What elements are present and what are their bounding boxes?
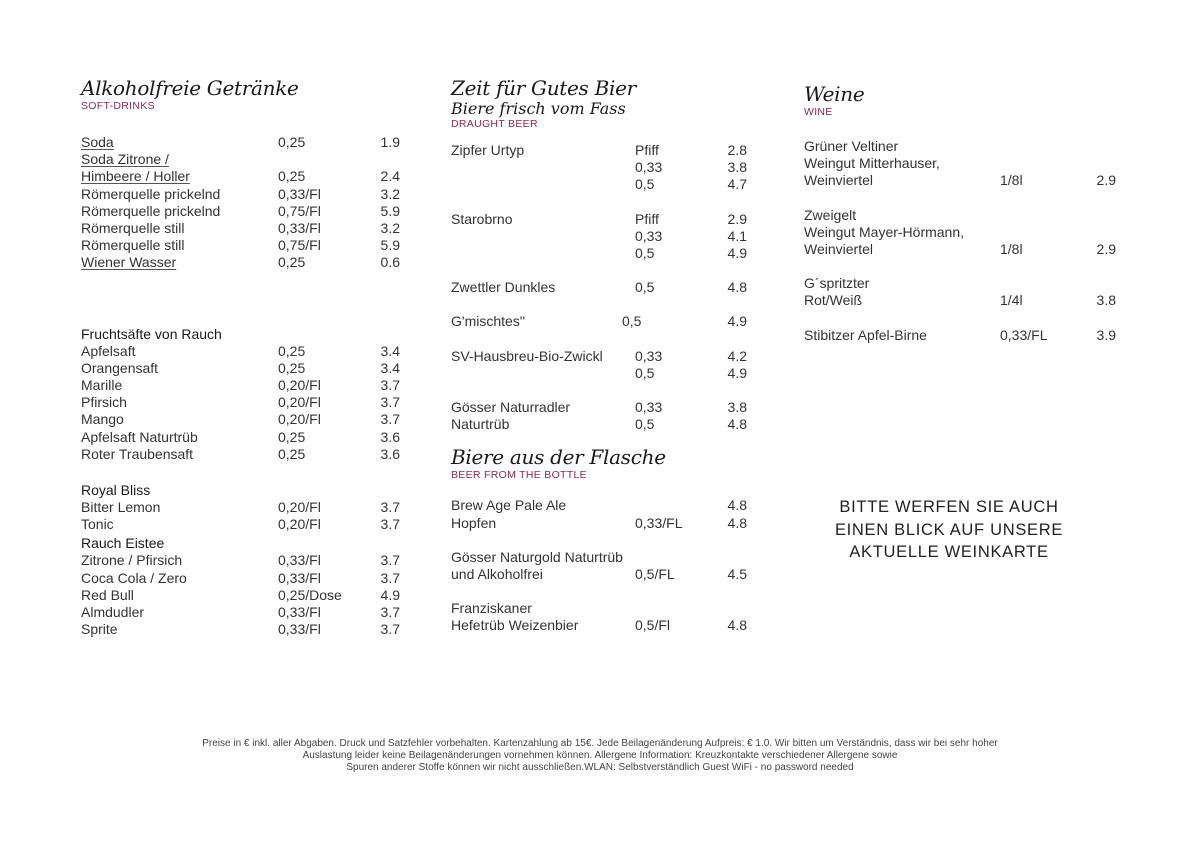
item-size: 0,25	[278, 428, 306, 445]
menu-row	[451, 279, 756, 296]
item-name: Soda Zitrone /	[81, 151, 169, 168]
item-name: Naturtrüb	[451, 416, 510, 433]
item-price: 4.9	[727, 313, 747, 330]
item-size: 0,20/Fl	[278, 516, 321, 533]
item-size	[1000, 207, 1080, 224]
item-size: 0,33/Fl	[278, 569, 321, 586]
item-size	[278, 151, 370, 168]
item-price: 2.4	[380, 168, 400, 185]
menu-row	[81, 168, 401, 185]
wine-subtitle: WINE	[804, 106, 833, 118]
footer-line: Spuren anderer Stoffe können wir nicht ausschließen.WLAN: Selbstverständlich Guest WiFi - no password needed	[346, 762, 854, 773]
menu-row	[451, 228, 756, 245]
wine-column	[804, 82, 1124, 344]
item-price	[709, 600, 747, 617]
item-name	[451, 159, 635, 176]
item-name: Weinviertel	[804, 241, 873, 258]
item-price	[1080, 138, 1116, 155]
item-size: 1/8l	[1000, 241, 1023, 258]
item-price	[1080, 224, 1116, 241]
beer-title: Zeit für Gutes Bier	[451, 76, 636, 100]
item-price: 3.7	[380, 621, 400, 638]
menu-row	[451, 549, 756, 566]
item-name: SV-Hausbreu-Bio-Zwickl	[451, 347, 603, 364]
item-price: 4.9	[727, 245, 747, 262]
item-price: 3.4	[380, 359, 400, 376]
notice-line: EINEN BLICK AUF UNSERE	[834, 520, 1064, 539]
menu-row	[804, 275, 1124, 292]
item-size: 0,5/FL	[635, 566, 675, 583]
item-name: G´spritzter	[804, 275, 870, 292]
draught-title: Biere frisch vom Fass	[451, 99, 626, 118]
item-price: 3.2	[380, 185, 400, 202]
item-name: Almdudler	[81, 604, 145, 621]
item-name	[451, 228, 635, 245]
item-size: 0,5	[635, 279, 655, 296]
item-price: 1.9	[380, 134, 400, 150]
item-price: 4.8	[727, 416, 747, 433]
item-name: Coca Cola / Zero	[81, 569, 187, 586]
item-name: Grüner Veltiner	[804, 138, 899, 154]
item-size: 0,33	[635, 159, 663, 176]
item-size: 0,25	[278, 254, 306, 271]
item-size: 0,33/Fl	[278, 604, 321, 621]
item-price: 2.9	[1096, 241, 1116, 258]
item-size: 0,5/Fl	[635, 617, 671, 634]
item-size: 0,75/Fl	[278, 202, 321, 219]
item-price: 0.6	[380, 254, 400, 271]
item-name: Starobrno	[451, 210, 513, 227]
item-price	[1080, 155, 1116, 172]
beer-column	[451, 76, 756, 635]
item-size: 0,33	[635, 227, 663, 244]
item-size: 0,33/Fl	[278, 220, 321, 237]
item-price: 3.4	[380, 342, 400, 359]
item-size	[635, 600, 709, 617]
item-name: Orangensaft	[81, 359, 159, 376]
item-price: 4.7	[727, 176, 747, 193]
item-price: 4.5	[727, 566, 747, 583]
softdrinks-title: Alkoholfreie Getränke	[81, 76, 299, 100]
menu-row	[81, 394, 401, 411]
notice-line: AKTUELLE WEINKARTE	[849, 543, 1049, 561]
item-size: 0,33/FL	[1000, 326, 1048, 343]
menu-row	[451, 566, 756, 583]
menu-row	[81, 360, 401, 377]
item-price: 4.8	[727, 497, 747, 514]
item-price: 5.9	[380, 202, 400, 219]
menu-row	[451, 617, 756, 634]
menu-row	[81, 516, 401, 533]
item-price: 4.9	[727, 364, 747, 381]
bottle-beer-title: Biere aus der Flasche	[451, 445, 666, 470]
item-price: 3.7	[380, 569, 400, 586]
item-name: G'mischtes''	[451, 313, 526, 330]
item-price: 3.9	[1096, 326, 1116, 343]
item-size: 0,25	[278, 168, 306, 185]
item-name: Zipfer Urtyp	[451, 142, 525, 158]
item-size: 0,33	[635, 347, 663, 364]
item-size: 0,33/Fl	[278, 552, 321, 569]
menu-row	[81, 203, 401, 220]
item-name: Weinviertel	[804, 172, 873, 189]
menu-row	[81, 186, 401, 203]
menu-row	[81, 220, 401, 237]
item-name: Roter Traubensaft	[81, 445, 194, 462]
menu-row	[804, 224, 1124, 241]
item-price: 3.7	[380, 377, 400, 394]
item-size: 0,25	[278, 359, 306, 376]
item-size: 0,33/Fl	[278, 185, 321, 202]
footer-line: Auslastung leider keine Beilagenänderungen vornehmen können. Allergene Information: Kreuzkontakte verschiedener Allergene sowie	[302, 750, 898, 761]
menu-row	[451, 416, 756, 433]
item-name: Hopfen	[451, 514, 497, 531]
juices-title: Fruchtsäfte von Rauch	[81, 325, 222, 342]
menu-row	[81, 134, 401, 151]
item-price: 2.9	[1096, 172, 1116, 189]
item-size	[635, 497, 709, 514]
item-price	[1080, 275, 1116, 292]
item-name: Rot/Weiß	[804, 292, 863, 309]
item-name: Mango	[81, 411, 124, 428]
item-name: Bitter Lemon	[81, 499, 161, 516]
item-price: 2.8	[727, 142, 747, 158]
menu-row	[451, 142, 756, 159]
item-size: 1/4l	[1000, 292, 1023, 309]
item-name: Himbeere / Holler	[81, 168, 190, 185]
item-price: 3.6	[380, 428, 400, 445]
item-size: Pfiff	[635, 210, 659, 227]
rauch-eistee-title: Rauch Eistee	[81, 535, 165, 552]
item-size	[635, 549, 709, 566]
item-name: Römerquelle prickelnd	[81, 202, 221, 219]
menu-row	[81, 343, 401, 360]
item-price: 3.6	[380, 445, 400, 462]
item-name	[451, 176, 635, 193]
item-size: 0,75/Fl	[278, 237, 321, 254]
menu-row	[451, 399, 756, 416]
menu-row	[804, 155, 1124, 172]
item-name: Brew Age Pale Ale	[451, 497, 567, 514]
item-name: Hefetrüb Weizenbier	[451, 617, 579, 634]
menu-row	[804, 172, 1124, 189]
item-size: Pfiff	[635, 142, 659, 158]
footer-disclaimer	[100, 738, 1100, 774]
wine-title: Weine	[804, 82, 865, 106]
item-price: 3.8	[727, 399, 747, 416]
royal-bliss-title: Royal Bliss	[81, 482, 151, 499]
item-size: 0,20/Fl	[278, 394, 321, 411]
item-size: 0,25	[278, 134, 306, 150]
menu-row	[451, 313, 756, 330]
item-price: 3.7	[380, 394, 400, 411]
item-name: Wiener Wasser	[81, 254, 177, 271]
item-name: Sprite	[81, 621, 118, 638]
item-size: 0,20/Fl	[278, 499, 321, 516]
item-size: 0,5	[635, 364, 655, 381]
item-name: und Alkoholfrei	[451, 566, 543, 583]
menu-row	[804, 138, 1124, 155]
item-name: Tonic	[81, 516, 114, 533]
item-name: Apfelsaft Naturtrüb	[81, 428, 198, 445]
item-price: 3.7	[380, 411, 400, 428]
menu-row	[451, 348, 756, 365]
item-size	[1000, 224, 1080, 241]
item-size: 0,5	[635, 416, 655, 433]
item-price: 2.9	[727, 210, 747, 227]
item-price: 3.2	[380, 220, 400, 237]
item-size	[1000, 138, 1080, 155]
notice-line: BITTE WERFEN SIE AUCH	[839, 498, 1059, 516]
item-name: Römerquelle still	[81, 220, 185, 237]
item-price: 3.7	[380, 516, 400, 533]
item-price	[370, 151, 400, 168]
item-name: Zweigelt	[804, 206, 857, 223]
item-name: Römerquelle still	[81, 237, 185, 254]
item-price	[709, 549, 747, 566]
item-name: Marille	[81, 377, 123, 394]
menu-row	[804, 292, 1124, 309]
menu-row	[451, 211, 756, 228]
item-name: Gösser Naturgold Naturtrüb	[451, 548, 623, 565]
menu-row	[804, 327, 1124, 344]
menu-row	[451, 600, 756, 617]
menu-row	[81, 411, 401, 428]
menu-row	[81, 151, 401, 168]
item-price: 5.9	[380, 237, 400, 254]
item-price: 4.9	[380, 586, 400, 603]
item-price: 4.8	[727, 617, 747, 634]
menu-row	[81, 377, 401, 394]
menu-row	[451, 515, 756, 532]
item-name: Pfirsich	[81, 394, 127, 411]
item-size: 1/8l	[1000, 172, 1023, 189]
item-name: Gösser Naturradler	[451, 399, 571, 416]
menu-row	[81, 254, 401, 271]
menu-row	[81, 446, 401, 463]
item-price: 4.2	[727, 347, 747, 364]
menu-row	[81, 552, 401, 569]
menu-row	[81, 570, 401, 587]
menu-row	[81, 237, 401, 254]
item-price: 3.7	[380, 552, 400, 569]
menu-row	[804, 207, 1124, 224]
menu-row	[451, 245, 756, 262]
item-size: 0,25	[278, 342, 306, 359]
menu-row	[81, 499, 401, 516]
menu-row	[451, 176, 756, 193]
wine-list-notice	[804, 496, 1094, 564]
item-name: Apfelsaft	[81, 342, 136, 359]
item-size: 0,33/FL	[635, 514, 683, 531]
item-price: 3.7	[380, 604, 400, 621]
item-price: 3.8	[727, 159, 747, 176]
item-name	[451, 245, 635, 262]
softdrinks-subtitle: SOFT-DRINKS	[81, 100, 155, 112]
item-name: Zitrone / Pfirsich	[81, 552, 183, 569]
menu-row	[451, 365, 756, 382]
item-size	[1000, 275, 1080, 292]
item-name	[451, 365, 635, 382]
item-name: Weingut Mayer-Hörmann,	[804, 223, 965, 240]
item-price	[1080, 207, 1116, 224]
item-name: Franziskaner	[451, 600, 532, 617]
menu-row	[81, 429, 401, 446]
item-size: 0,33/Fl	[278, 621, 321, 638]
menu-row	[804, 241, 1124, 258]
item-name: Red Bull	[81, 586, 134, 603]
item-size: 0,20/Fl	[278, 411, 321, 428]
menu-row	[451, 159, 756, 176]
item-size: 0,25/Dose	[278, 586, 342, 603]
item-name: Stibitzer Apfel-Birne	[804, 326, 927, 343]
menu-row	[81, 587, 401, 604]
item-size: 0,25	[278, 445, 306, 462]
menu-row	[81, 604, 401, 621]
item-size: 0,20/Fl	[278, 377, 321, 394]
item-size: 0,5	[635, 176, 655, 193]
item-size: 0,33	[635, 399, 663, 416]
footer-line: Preise in € inkl. aller Abgaben. Druck und Satzfehler vorbehalten. Kartenzahlung ab 15€. Jede Beilagenänderung Aufpreis: € 1.0. Wir bitten um Verständnis, dass wir bei sehr hoher	[202, 738, 998, 749]
item-price: 4.8	[727, 514, 747, 531]
menu-row	[81, 621, 401, 638]
item-size: 0,5	[635, 245, 655, 262]
softdrinks-column	[81, 76, 401, 638]
item-name: Zwettler Dunkles	[451, 279, 556, 296]
item-name: Römerquelle prickelnd	[81, 185, 221, 202]
item-price: 4.1	[727, 227, 747, 244]
item-name: Weingut Mitterhauser,	[804, 155, 940, 172]
item-size	[1000, 155, 1080, 172]
item-size: 0,5	[622, 313, 642, 330]
item-name: Soda	[81, 134, 114, 150]
bottle-beer-subtitle: BEER FROM THE BOTTLE	[451, 469, 587, 482]
item-price: 4.8	[727, 279, 747, 296]
item-price: 3.8	[1096, 292, 1116, 309]
draught-subtitle: DRAUGHT BEER	[451, 118, 538, 130]
item-price: 3.7	[380, 499, 400, 516]
menu-row	[451, 497, 756, 514]
